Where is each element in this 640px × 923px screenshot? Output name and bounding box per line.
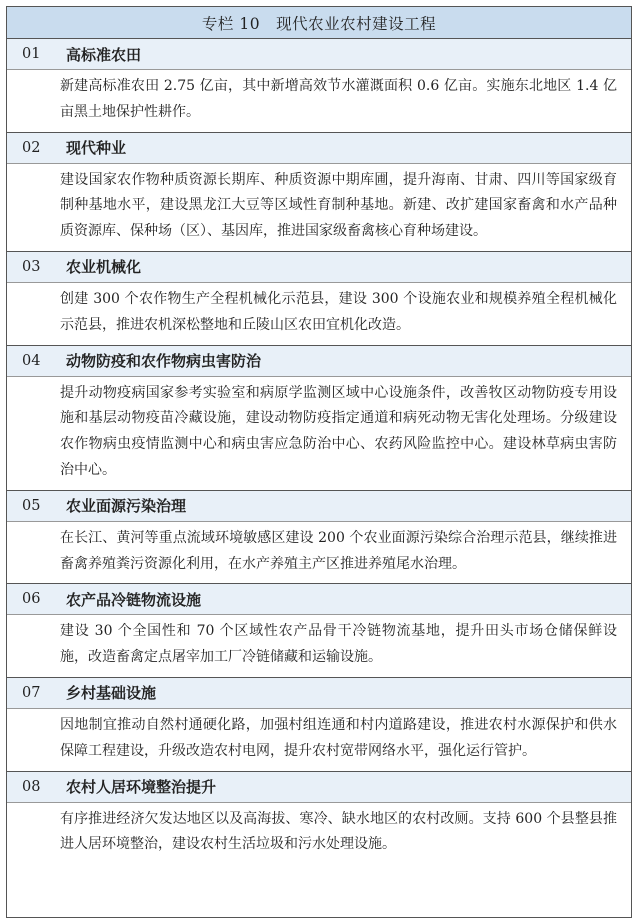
section-number: 07 — [22, 684, 41, 701]
section-number: 04 — [22, 352, 41, 369]
section-header — [7, 491, 631, 522]
section-number: 08 — [22, 778, 41, 795]
section-number: 02 — [22, 139, 41, 156]
section-header — [7, 772, 631, 803]
section-05 — [7, 491, 631, 585]
section-body: 在长江、黄河等重点流域环境敏感区建设 200 个农业面源污染综合治理示范县，继续推进畜禽养殖粪污资源化利用，在水产养殖主产区推进养殖尾水治理。 — [60, 529, 617, 572]
section-06 — [7, 584, 631, 678]
column-box — [6, 6, 632, 918]
section-header — [7, 133, 631, 164]
section-number: 06 — [22, 591, 41, 608]
section-07 — [7, 678, 631, 772]
section-01 — [7, 39, 631, 133]
section-title: 农业机械化 — [66, 258, 142, 277]
section-number: 01 — [22, 46, 41, 62]
section-header — [7, 678, 631, 709]
section-title: 农业面源污染治理 — [66, 497, 187, 516]
column-title: 专栏 10 现代农业农村建设工程 — [7, 7, 631, 39]
section-02 — [7, 133, 631, 252]
section-body: 建设国家农作物种质资源长期库、种质资源中期库圃，提升海南、甘肃、四川等国家级育制种基地水平，建设黑龙江大豆等区域性育制种基地。新建、改扩建国家畜禽和水产品种质资源库、保种场（区）、基因库，推进国家级畜禽核心育种场建设。 — [60, 171, 617, 240]
section-header — [7, 252, 631, 283]
section-title: 动物防疫和农作物病虫害防治 — [66, 352, 262, 371]
section-title: 现代种业 — [66, 139, 127, 158]
section-title: 农产品冷链物流设施 — [66, 590, 202, 609]
section-body: 新建高标准农田 2.75 亿亩，其中新增高效节水灌溉面积 0.6 亿亩。实施东北地区 1.4 亿亩黑土地保护性耕作。 — [60, 78, 617, 120]
section-body: 建设 30 个全国性和 70 个区域性农产品骨干冷链物流基地，提升田头市场仓储保鲜设施，改造畜禽定点屠宰加工厂冷链储藏和运输设施。 — [60, 623, 617, 666]
section-body: 有序推进经济欠发达地区以及高海拔、寒冷、缺水地区的农村改厕。支持 600 个县整县推进人居环境整治，建设农村生活垃圾和污水处理设施。 — [60, 810, 617, 853]
section-body: 创建 300 个农作物生产全程机械化示范县，建设 300 个设施农业和规模养殖全程机械化示范县，推进农机深松整地和丘陵山区农田宜机化改造。 — [60, 290, 617, 333]
section-title: 乡村基础设施 — [66, 684, 157, 703]
section-number: 05 — [22, 497, 41, 514]
section-number: 03 — [22, 258, 41, 275]
section-title: 高标准农田 — [66, 45, 142, 64]
section-header — [7, 39, 631, 70]
section-title: 农村人居环境整治提升 — [66, 778, 217, 797]
section-body: 提升动物疫病国家参考实验室和病原学监测区域中心设施条件，改善牧区动物防疫专用设施和基层动物疫苗冷藏设施，建设动物防疫指定通道和病死动物无害化处理场。分级建设农作物病虫疫情监测中心和病虫害应急防治中心、农药风险监控中心。建设林草病虫害防治中心。 — [60, 384, 617, 478]
section-04 — [7, 346, 631, 491]
section-body: 因地制宜推动自然村通硬化路，加强村组连通和村内道路建设，推进农村水源保护和供水保障工程建设，升级改造农村电网，提升农村宽带网络水平，强化运行管护。 — [60, 716, 617, 759]
section-08 — [7, 772, 631, 865]
section-03 — [7, 252, 631, 346]
section-header — [7, 346, 631, 377]
section-header — [7, 584, 631, 615]
